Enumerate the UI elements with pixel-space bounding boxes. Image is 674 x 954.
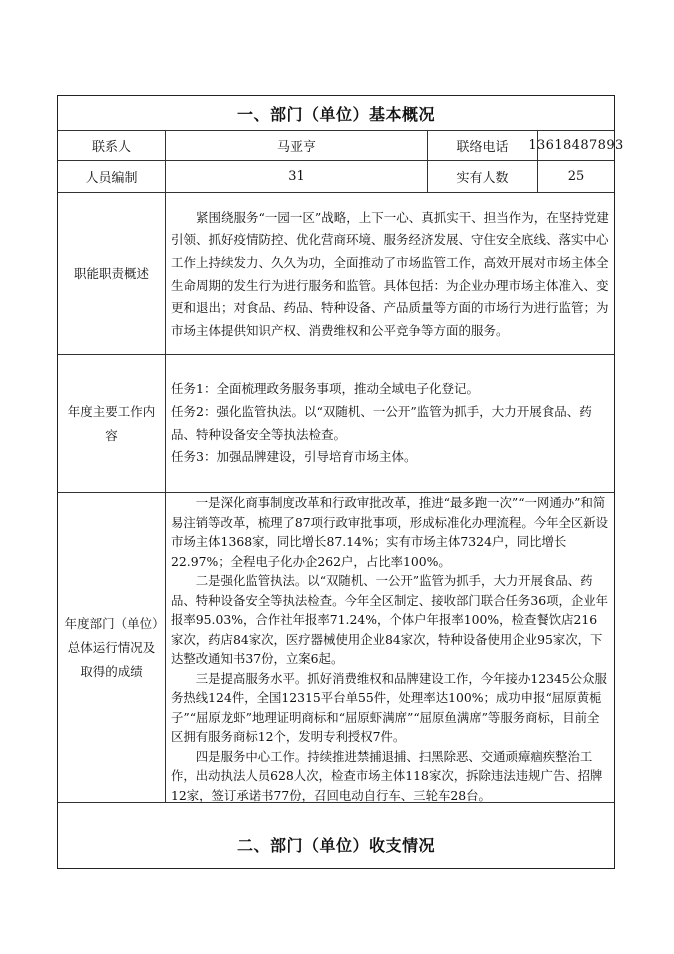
functions-label-cell (58, 193, 166, 354)
achievement-paragraph: 二是强化监管执法。以“双随机、一公开”监管为抓手，大力开展食品、药品、特种设备安全等执法检查。今年全区制定、接收部门联合任务36项，企业年报率95.03%，合作社年报率71.24%，个体户年报率100%，检查餐饮店216家次，药店84家次，医疗器械使用企业84家次，特种设备使用企业95家次，下达整改通知书37份，立案6起。 (171, 573, 609, 666)
achievement-paragraph: 一是深化商事制度改革和行政审批改革，推进“最多跑一次”“一网通办”和简易注销等改革，梳理了87项行政审批事项，形成标准化办理流程。今年全区新设市场主体1368家，同比增长87.14%；实有市场主体7324户，同比增长22.97%；全程电子化办企262户，占比率100%。 (171, 495, 609, 569)
section1-heading-row (58, 96, 614, 131)
tasks-cell (166, 355, 614, 492)
staff-row (58, 161, 614, 193)
actual-count: 25 (567, 169, 585, 184)
contact-label: 联系人 (58, 131, 166, 160)
achievements-label: 年度部门（单位）总体运行情况及取得的成绩 (64, 615, 159, 679)
achievement-paragraph: 三是提高服务水平。抓好消费维权和品牌建设工作，今年接办12345公众服务热线124件，全国12315平台单55件，处理率达100%；成功申报“屈原黄栀子”“屈原龙虾”地理证明商标和“屈原虾满席”“屈原鱼满席”等服务商标，目前全区拥有服务商标12个，发明专利授权7件。 (171, 670, 607, 744)
tasks-row (58, 355, 614, 493)
contact-name: 马亚亨 (166, 131, 428, 160)
section1-title: 一、部门（单位）基本概况 (236, 105, 435, 124)
contact-row (58, 131, 624, 161)
section2-heading-row (58, 803, 614, 867)
task-item: 任务2：强化监管执法。以“双随机、一公开”监管为抓手，大力开展食品、药品、特种设备安全等执法检查。 (171, 403, 592, 442)
achievement-paragraph: 四是服务中心工作。持续推进禁捕退捕、扫黑除恶、交通顽瘴痼疾整治工作，出动执法人员628人次，检查市场主体118家次，拆除违法违规广告、招牌12家，签订承诺书77份，召回电动自行车、三轮车28台。 (171, 748, 603, 803)
tasks-label-cell (58, 355, 166, 492)
section2-title: 二、部门（单位）收支情况 (236, 835, 435, 855)
staff-label: 人员编制 (58, 161, 166, 192)
task-item: 任务1：全面梳理政务服务事项，推动全域电子化登记。 (171, 381, 479, 397)
overview-table (57, 95, 624, 869)
functions-text: 紧围绕服务“一园一区”战略，上下一心、真抓实干、担当作为，在坚持党建引领、抓好疫情防控、优化营商环境、服务经济发展、守住安全底线、落实中心工作上持续发力、久久为功，全面推动了市场监管工作，高效开展对市场主体全生命周期的发生行为进行服务和监管。具体包括：为企业办理市场主体准入、变更和退出；对食品、药品、特种设备、产品质量等方面的市场行为进行监管；为市场主体提供知识产权、消费维权和公平竞争等方面的服务。 (171, 209, 609, 338)
tasks-label: 年度主要工作内容 (67, 403, 156, 443)
actual-label: 实有人数 (428, 161, 538, 192)
functions-row (58, 193, 614, 355)
achievements-label-cell (58, 493, 166, 802)
achievements-cell (166, 493, 614, 802)
achievements-row (58, 493, 614, 803)
phone-label: 联络电话 (428, 131, 538, 160)
functions-label: 职能职责概述 (73, 265, 149, 281)
functions-cell (166, 193, 614, 354)
task-item: 任务3：加强品牌建设，引导培育市场主体。 (171, 449, 417, 465)
phone-number: 13618487893 (528, 138, 624, 153)
staff-count: 31 (166, 161, 428, 192)
